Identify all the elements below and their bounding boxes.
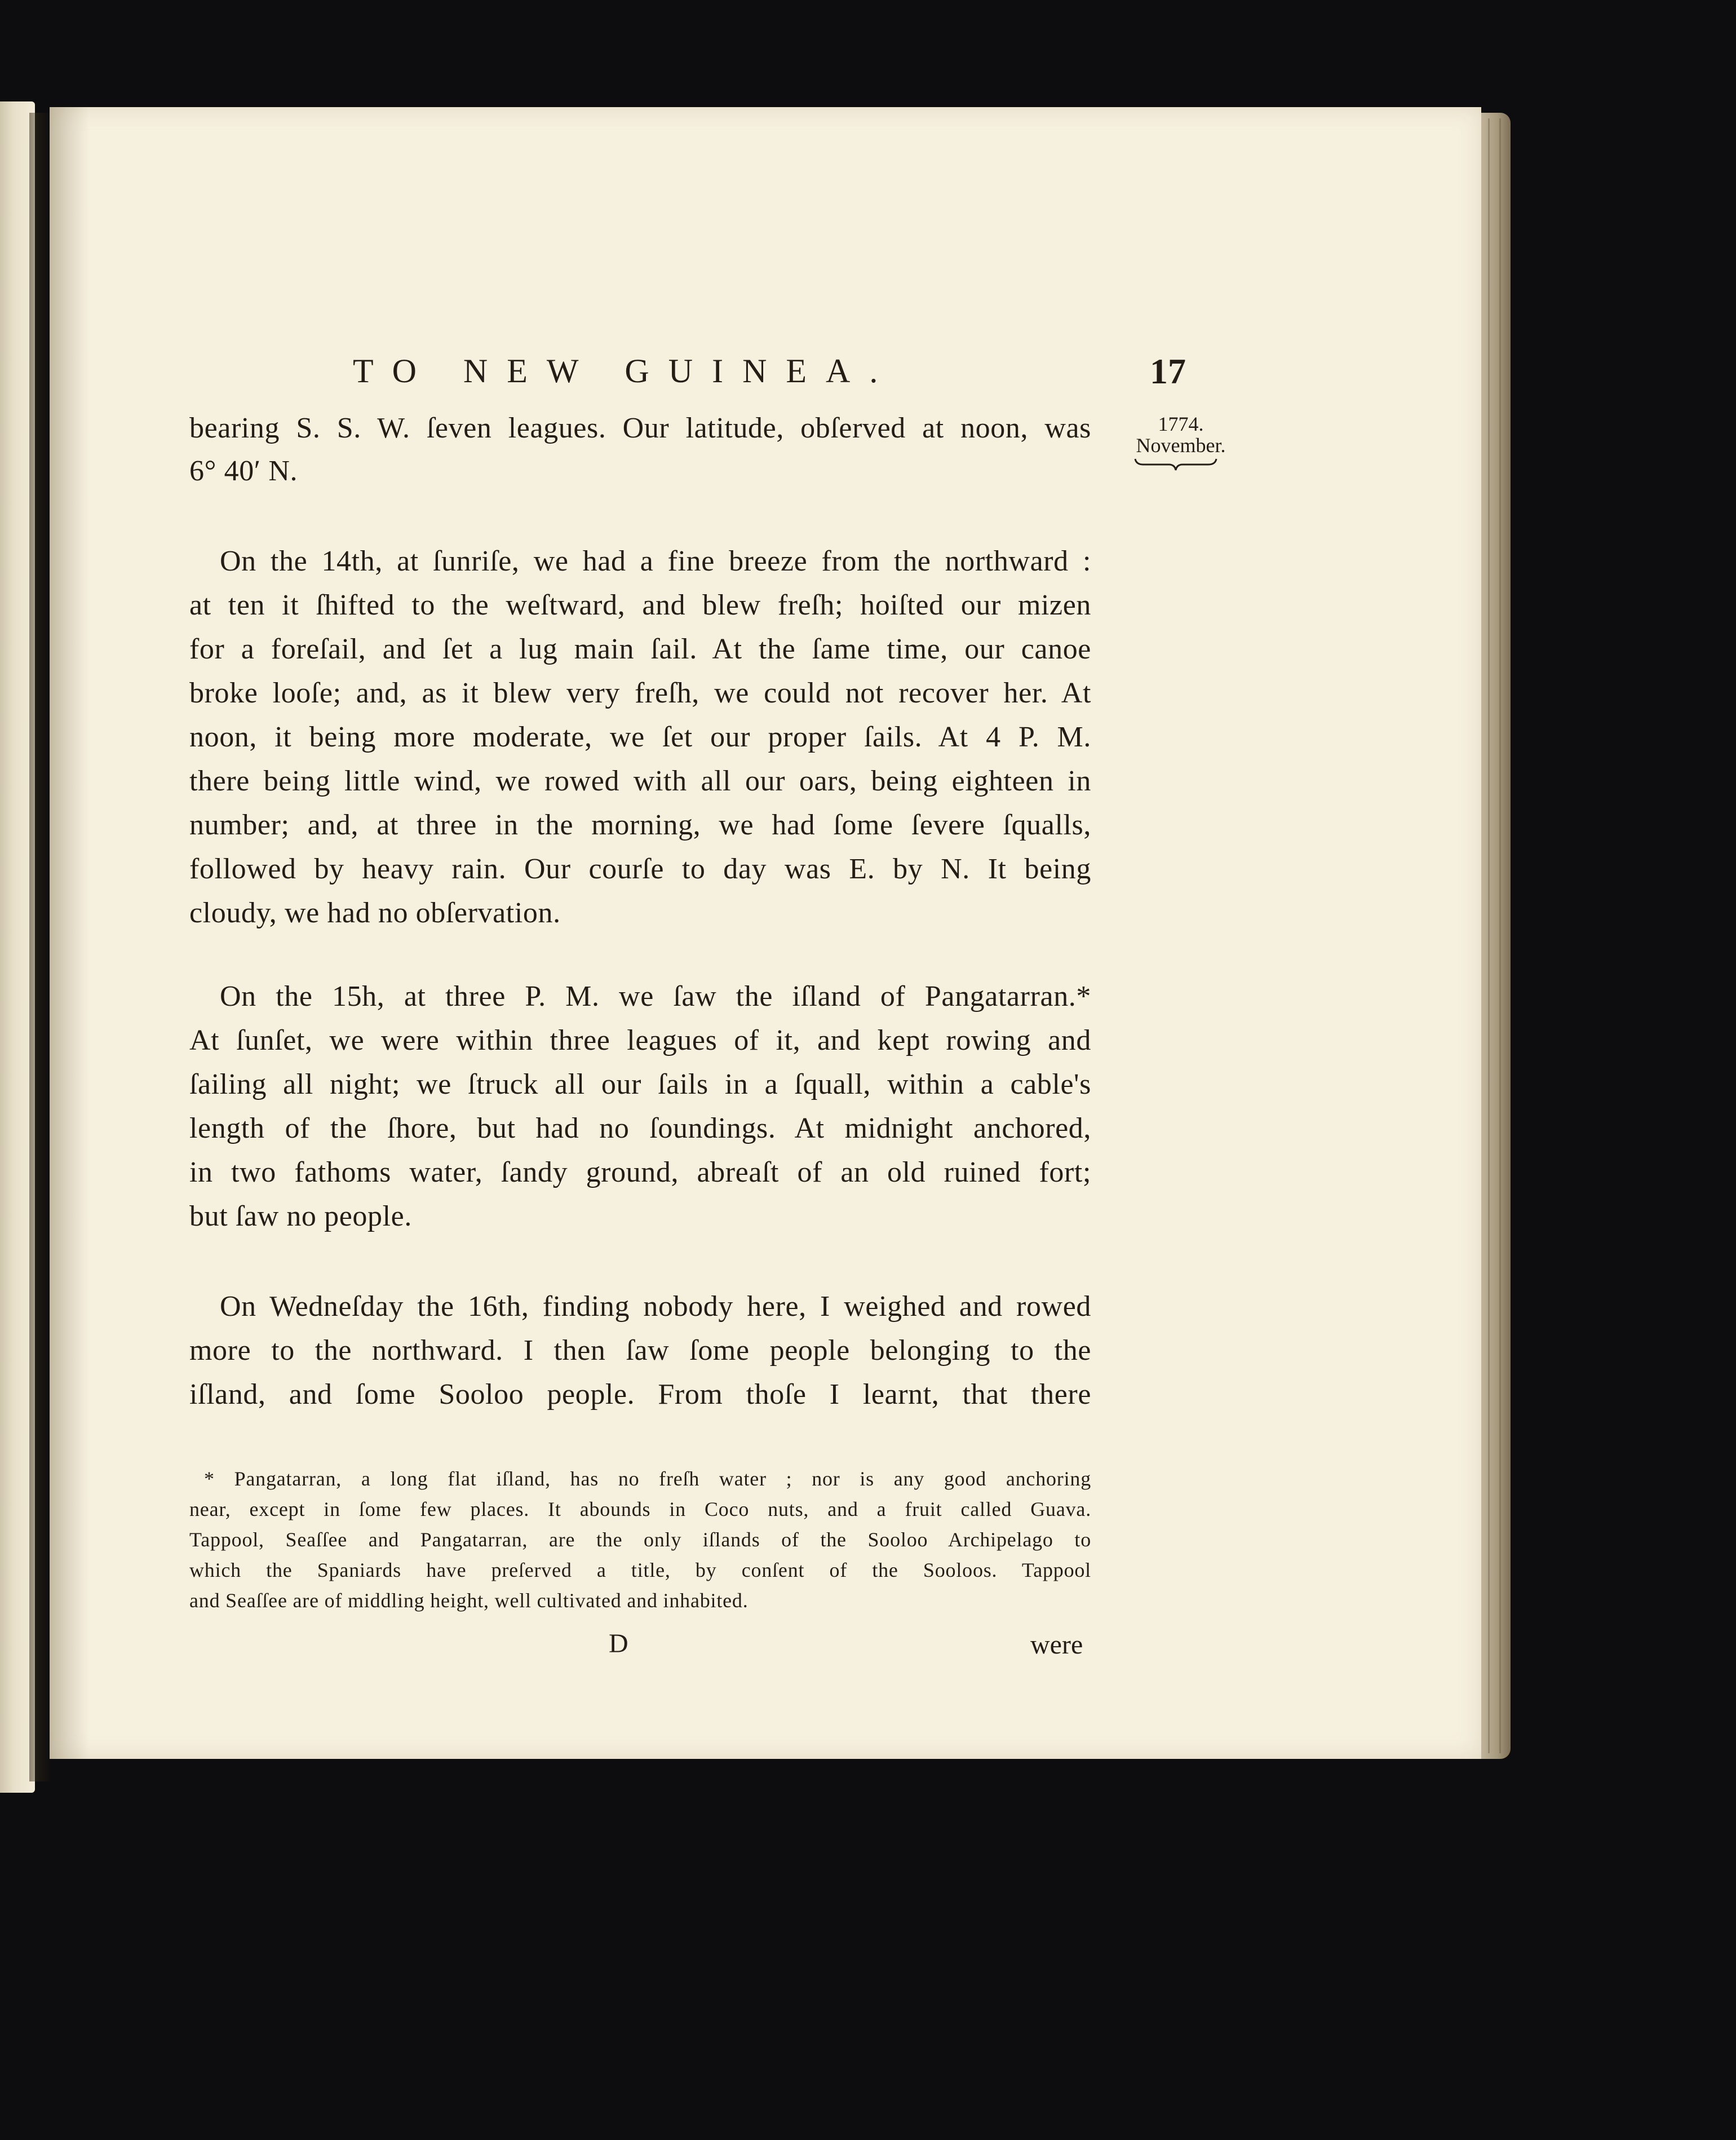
spine-shadow bbox=[50, 107, 89, 1759]
paragraph-line: number; and, at three in the morning, we had ſome ſevere ſqualls, bbox=[189, 809, 1091, 841]
paragraph-line: On the 15h, at three P. M. we ſaw the iſland of Pangatarran.* bbox=[220, 980, 1091, 1012]
paragraph-line: bearing S. S. W. ſeven leagues. Our latitude, obſerved at noon, was bbox=[189, 412, 1091, 444]
footnote-line: * Pangatarran, a long flat iſland, has no freſh water ; nor is any good anchoring bbox=[204, 1467, 1091, 1490]
paragraph-line: in two fathoms water, ſandy ground, abreaſt of an old ruined fort; bbox=[189, 1156, 1091, 1188]
footnote-line: Tappool, Seaſſee and Pangatarran, are the only iſlands of the Sooloo Archipelago to bbox=[189, 1528, 1091, 1551]
paragraph-line: noon, it being more moderate, we ſet our proper ſails. At 4 P. M. bbox=[189, 721, 1091, 753]
paragraph-line: cloudy, we had no obſervation. bbox=[189, 897, 561, 929]
catchword: were bbox=[1030, 1630, 1083, 1660]
paragraph-line: for a foreſail, and ſet a lug main ſail. At the ſame time, our canoe bbox=[189, 633, 1091, 665]
gutter-shadow bbox=[29, 113, 52, 1781]
margin-note-year: 1774. bbox=[1158, 413, 1204, 435]
paragraph-line: broke looſe; and, as it blew very freſh, we could not recover her. At bbox=[189, 677, 1091, 709]
paragraph-line: there being little wind, we rowed with all our oars, being eighteen in bbox=[189, 765, 1091, 797]
paragraph-line: On Wedneſday the 16th, finding nobody here, I weighed and rowed bbox=[220, 1290, 1091, 1323]
running-head: TO NEW GUINEA. bbox=[353, 352, 897, 390]
paragraph-line: followed by heavy rain. Our courſe to day was E. by N. It being bbox=[189, 853, 1091, 885]
signature-mark: D bbox=[609, 1629, 628, 1659]
paragraph-line: more to the northward. I then ſaw ſome people belonging to the bbox=[189, 1334, 1091, 1367]
paragraph-line: At ſunſet, we were within three leagues of it, and kept rowing and bbox=[189, 1024, 1091, 1056]
paragraph-line: but ſaw no people. bbox=[189, 1200, 412, 1232]
paragraph-line: at ten it ſhifted to the weſtward, and blew freſh; hoiſted our mizen bbox=[189, 589, 1091, 621]
page-edge-line bbox=[1488, 118, 1490, 1753]
paragraph-line: On the 14th, at ſunriſe, we had a fine breeze from the northward : bbox=[220, 545, 1091, 577]
page-edge-line bbox=[1499, 118, 1501, 1753]
margin-note-month: November. bbox=[1136, 434, 1226, 457]
paragraph-line: 6° 40′ N. bbox=[189, 455, 298, 487]
footnote-line: near, except in ſome few places. It abounds in Coco nuts, and a fruit called Guava. bbox=[189, 1498, 1091, 1520]
paragraph-line: iſland, and ſome Sooloo people. From thoſe I learnt, that there bbox=[189, 1378, 1091, 1411]
footnote-line: and Seaſſee are of middling height, well cultivated and inhabited. bbox=[189, 1589, 749, 1612]
margin-brace-icon bbox=[1134, 457, 1217, 471]
footnote-line: which the Spaniards have preſerved a title, by conſent of the Sooloos. Tappool bbox=[189, 1559, 1091, 1581]
page-number: 17 bbox=[1150, 351, 1186, 391]
paragraph-line: length of the ſhore, but had no ſoundings. At midnight anchored, bbox=[189, 1112, 1091, 1144]
paragraph-line: ſailing all night; we ſtruck all our ſails in a ſquall, within a cable's bbox=[189, 1068, 1091, 1100]
